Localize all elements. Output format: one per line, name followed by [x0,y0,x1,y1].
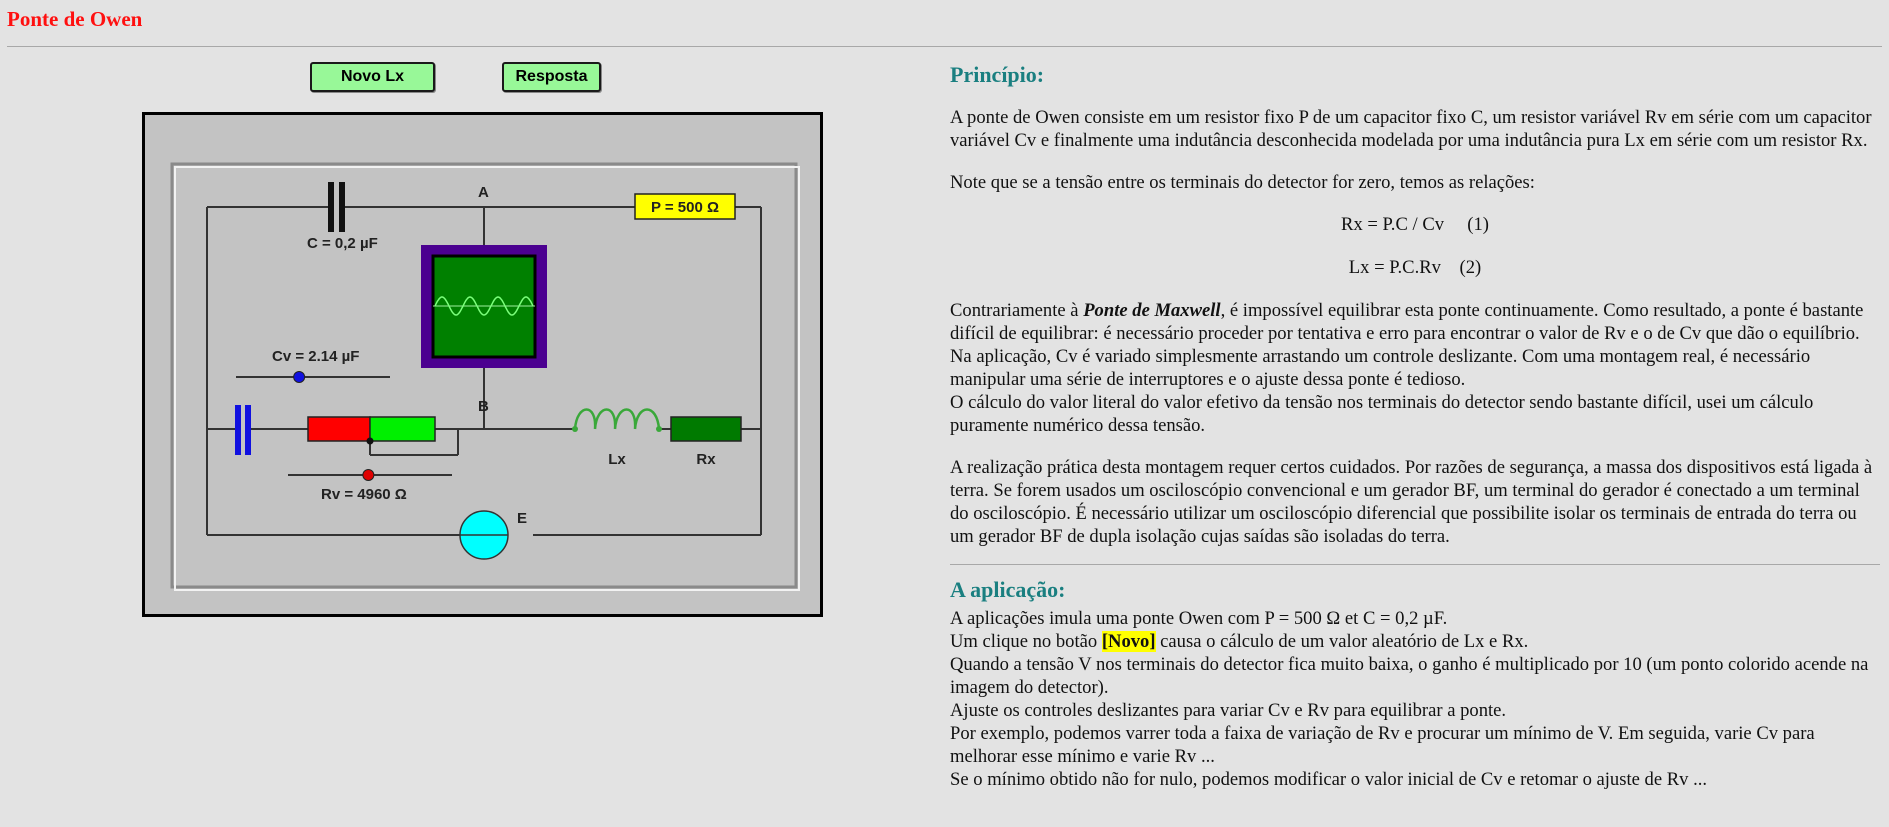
cv-slider-label: Cv = 2.14 µF [272,348,360,365]
node-a-label: A [478,184,489,201]
rv-wiper-dot [367,438,374,445]
equation-1: Rx = P.C / Cv (1) [1341,214,1489,235]
application-line-3: Quando a tensão V nos terminais do detector fica muito baixa, o ganho é multiplicado por 10 (um ponto colorido acende na imagem do detector). [950,654,1869,698]
new-lx-button[interactable]: Novo Lx [310,62,435,92]
resistor-rx-label: Rx [696,451,716,468]
title-divider [7,46,1882,47]
rv-slider-knob[interactable] [363,470,374,481]
section-divider [950,564,1880,565]
resistor-rx [671,417,741,441]
maxwell-bridge-ref: Ponte de Maxwell [1083,300,1221,321]
l2-text-before: Um clique no botão [950,631,1102,652]
answer-button[interactable]: Resposta [502,62,601,92]
capacitor-c-label: C = 0,2 µF [307,235,378,252]
principle-paragraph-1: A ponte de Owen consiste em um resistor fixo P de um capacitor fixo C, um resistor variável Rv em série com um capacitor variável Cv e finalmente uma indutância desconhecida modelada por uma indutância pura Lx em série com um resistor Rx. [950,107,1872,151]
resistor-p-label: P = 500 Ω [650,199,720,216]
application-line-5: Por exemplo, podemos varrer toda a faixa de variação de Rv e procurar um mínimo de V. Em seguida, varie Cv para melhorar esse mínimo e varie Rv ... [950,723,1815,767]
page-title: Ponte de Owen [7,7,143,31]
capacitor-cv [235,405,251,455]
node-b-label: B [478,398,489,415]
application-line-6: Se o mínimo obtido não for nulo, podemos modificar o valor inicial de Cv e retomar o ajuste de Rv ... [950,769,1708,790]
rv-slider-label: Rv = 4960 Ω [321,486,407,503]
p3-text-before: Contrariamente à [950,300,1084,321]
p3-text-after: , é impossível equilibrar esta ponte continuamente. Como resultado, a ponte é bastante difícil de equilibrar: é necessário proceder por tentativa e erro para encontrar o valor de Rv e o de Cv que dão o equilíbrio. [950,300,1864,344]
inductor-lx-label: Lx [608,451,626,468]
generator-e-label: E [517,510,528,527]
inductor-terminal [656,426,662,432]
inductor-lx [575,410,659,430]
principle-heading: Princípio: [950,62,1045,87]
cv-slider-knob[interactable] [294,372,305,383]
principle-paragraph-3 [950,299,1880,345]
principle-paragraph-6: A realização prática desta montagem requer certos cuidados. Por razões de segurança, a massa dos dispositivos está ligada à terra. Se forem usados um osciloscópio convencional e um gerador BF, um terminal do gerador é conectado a um terminal do osciloscópio. É necessário utilizar um osciloscópio diferencial que possibilite isolar os terminais de entrada do terra ou um gerador BF de dupla isolação cujas saídas são isoladas do terra. [950,457,1873,547]
capacitor-c [328,182,345,232]
application-line-2 [950,630,1880,653]
text-column [950,58,1880,791]
circuit-panel [142,112,823,617]
principle-paragraph-2: Note que se a tensão entre os terminais do detector for zero, temos as relações: [950,172,1535,193]
novo-button-reference: [Novo] [1101,631,1156,652]
principle-paragraph-5: O cálculo do valor literal do valor efetivo da tensão nos terminais do detector sendo bastante difícil, usei um cálculo puramente numérico dessa tensão. [950,392,1814,436]
rv-resistor-green [370,417,435,441]
rv-resistor-red [308,417,370,441]
principle-paragraph-4: Na aplicação, Cv é variado simplesmente arrastando um controle deslizante. Com uma montagem real, é necessário manipular uma série de interruptores e o ajuste dessa ponte é tedioso. [950,346,1811,390]
application-heading: A aplicação: [950,577,1066,602]
application-line-4: Ajuste os controles deslizantes para variar Cv e Rv para equilibrar a ponte. [950,700,1507,721]
application-line-1: A aplicações imula uma ponte Owen com P = 500 Ω et C = 0,2 µF. [950,608,1448,629]
equation-2: Lx = P.C.Rv (2) [1348,257,1482,278]
l2-text-after: causa o cálculo de um valor aleatório de Lx e Rx. [1155,631,1529,652]
inductor-terminal [572,426,578,432]
